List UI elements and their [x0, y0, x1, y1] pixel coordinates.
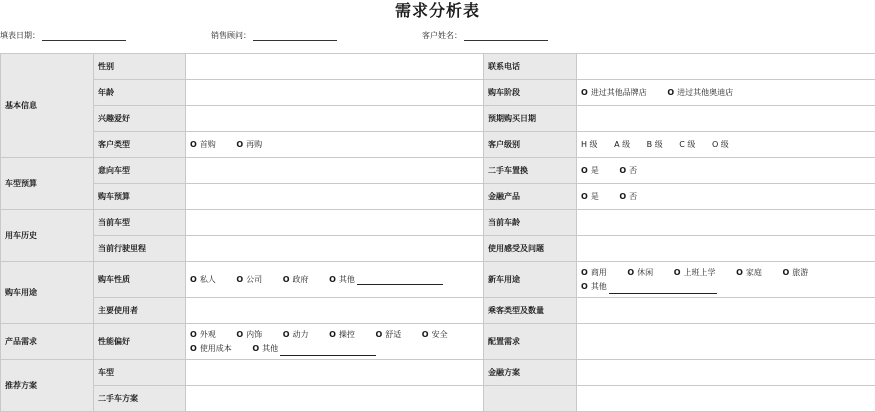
option-government[interactable]: [283, 274, 309, 285]
option-label: 政府: [293, 275, 309, 284]
checkbox-circle[interactable]: O: [581, 88, 588, 97]
customer-type-label: 客户类型: [94, 132, 186, 158]
option-label: 旅游: [792, 268, 808, 277]
sales-advisor-field[interactable]: [211, 31, 337, 41]
option-label: 外观: [200, 330, 216, 339]
option-private[interactable]: [190, 274, 216, 285]
section-model-budget: 车型预算: [1, 158, 94, 210]
finance-plan-input[interactable]: [577, 360, 875, 386]
option-level-c[interactable]: C 级: [679, 139, 695, 150]
option-level-b[interactable]: B 级: [647, 139, 663, 150]
passengers-label: 乘客类型及数量: [484, 298, 577, 324]
option-other-audi-store[interactable]: [667, 87, 733, 98]
option-label: 舒适: [385, 330, 401, 339]
option-handling[interactable]: [329, 328, 355, 342]
option-label: 私人: [200, 275, 216, 284]
option-other-brand-store[interactable]: [581, 87, 647, 98]
table-row: [1, 386, 875, 412]
option-trade-in-yes[interactable]: [581, 165, 599, 176]
purchase-budget-label: 购车预算: [94, 184, 186, 210]
checkbox-circle[interactable]: O: [422, 330, 429, 339]
option-level-h[interactable]: H 级: [581, 139, 598, 150]
checkbox-circle[interactable]: O: [283, 330, 290, 339]
checkbox-circle[interactable]: O: [283, 275, 290, 284]
table-row: [1, 106, 875, 132]
customer-type-options: [186, 132, 484, 158]
trade-in-options: [577, 158, 875, 184]
option-level-a[interactable]: A 级: [614, 139, 630, 150]
option-first-purchase[interactable]: [190, 139, 216, 150]
purchase-stage-options: [577, 80, 875, 106]
performance-row-1: [190, 328, 479, 342]
table-row: [1, 236, 875, 262]
option-label: 是: [591, 166, 599, 175]
checkbox-circle[interactable]: O: [190, 330, 197, 339]
customer-name-field[interactable]: [422, 31, 548, 41]
performance-pref-options: [186, 324, 484, 360]
table-row: [1, 132, 875, 158]
recommended-model-label: 车型: [94, 360, 186, 386]
other-fill-line[interactable]: [609, 285, 717, 294]
option-finance-yes[interactable]: [581, 191, 599, 202]
customer-name-label: 客户姓名：: [422, 31, 462, 40]
option-label: 否: [629, 166, 637, 175]
expected-date-input[interactable]: [577, 106, 875, 132]
option-label: 操控: [339, 330, 355, 339]
current-car-age-label: 当前车龄: [484, 210, 577, 236]
checkbox-circle[interactable]: O: [236, 330, 243, 339]
other-fill-line[interactable]: [357, 276, 443, 285]
current-mileage-label: 当前行驶里程: [94, 236, 186, 262]
option-level-o[interactable]: O 级: [712, 139, 729, 150]
gender-input[interactable]: [186, 54, 484, 80]
table-row: [1, 324, 875, 360]
option-trade-in-no[interactable]: [619, 165, 637, 176]
option-company[interactable]: [236, 274, 262, 285]
checkbox-circle[interactable]: O: [190, 275, 197, 284]
section-product-needs: 产品需求: [1, 324, 94, 360]
expected-date-label: 预期购买日期: [484, 106, 577, 132]
table-row: [1, 158, 875, 184]
checkbox-circle[interactable]: O: [190, 344, 197, 353]
option-label: 是: [591, 192, 599, 201]
performance-pref-label: 性能偏好: [94, 324, 186, 360]
recommended-model-input[interactable]: [186, 360, 484, 386]
option-label: 进过其他品牌店: [591, 88, 647, 97]
checkbox-circle[interactable]: O: [581, 268, 588, 277]
checkbox-circle[interactable]: O: [581, 192, 588, 201]
option-label: 家庭: [746, 268, 762, 277]
checkbox-circle[interactable]: O: [619, 166, 626, 175]
checkbox-circle[interactable]: O: [236, 275, 243, 284]
checkbox-circle[interactable]: O: [581, 166, 588, 175]
demand-analysis-table: [0, 53, 875, 412]
checkbox-circle[interactable]: O: [252, 344, 259, 353]
option-finance-no[interactable]: [619, 191, 637, 202]
fill-date-blank[interactable]: [42, 31, 126, 41]
fill-date-field[interactable]: [0, 31, 126, 41]
option-interior[interactable]: [236, 328, 262, 342]
customer-level-options: [577, 132, 875, 158]
purchase-nature-options: [186, 262, 484, 298]
option-label: 再购: [246, 140, 262, 149]
option-label: 安全: [432, 330, 448, 339]
option-running-cost[interactable]: [190, 342, 232, 356]
table-row: [1, 298, 875, 324]
customer-name-blank[interactable]: [464, 31, 548, 41]
other-fill-line[interactable]: [280, 347, 376, 356]
current-model-label: 当前车型: [94, 210, 186, 236]
option-label: 其他: [591, 282, 607, 291]
option-safety[interactable]: [422, 328, 448, 342]
config-needs-label: 配置需求: [484, 324, 577, 360]
page-title: 需求分析表: [0, 0, 875, 22]
option-label: 使用成本: [200, 344, 232, 353]
table-row: [1, 184, 875, 210]
table-row: [1, 80, 875, 106]
empty-value-cell[interactable]: [577, 386, 875, 412]
used-car-plan-label: 二手车方案: [94, 386, 186, 412]
option-label: 首购: [200, 140, 216, 149]
checkbox-circle[interactable]: O: [619, 192, 626, 201]
new-car-use-row-2: [581, 280, 871, 294]
option-label: 休闲: [637, 268, 653, 277]
passengers-input[interactable]: [577, 298, 875, 324]
finance-plan-label: 金融方案: [484, 360, 577, 386]
intended-model-label: 意向车型: [94, 158, 186, 184]
hobby-label: 兴趣爱好: [94, 106, 186, 132]
new-car-use-row-1: [581, 266, 871, 280]
option-label: 上班上学: [684, 268, 716, 277]
section-basic-info: 基本信息: [1, 54, 94, 158]
checkbox-circle[interactable]: O: [581, 282, 588, 291]
checkbox-circle[interactable]: O: [236, 140, 243, 149]
section-recommendation: 推荐方案: [1, 360, 94, 412]
age-label: 年龄: [94, 80, 186, 106]
finance-product-options: [577, 184, 875, 210]
option-family[interactable]: [736, 266, 762, 280]
sales-advisor-label: 销售顾问：: [211, 31, 251, 40]
checkbox-circle[interactable]: O: [627, 268, 634, 277]
section-usage-history: 用车历史: [1, 210, 94, 262]
table-row: [1, 54, 875, 80]
gender-label: 性别: [94, 54, 186, 80]
option-commute[interactable]: [674, 266, 716, 280]
checkbox-circle[interactable]: O: [674, 268, 681, 277]
age-input[interactable]: [186, 80, 484, 106]
usage-issues-label: 使用感受及问题: [484, 236, 577, 262]
empty-label-cell: [484, 386, 577, 412]
option-other[interactable]: [329, 274, 443, 285]
option-label: 其他: [339, 275, 355, 284]
checkbox-circle[interactable]: O: [190, 140, 197, 149]
performance-row-2: [190, 342, 479, 356]
phone-input[interactable]: [577, 54, 875, 80]
option-label: 否: [629, 192, 637, 201]
option-label: 商用: [591, 268, 607, 277]
hobby-input[interactable]: [186, 106, 484, 132]
current-model-input[interactable]: [186, 210, 484, 236]
finance-product-label: 金融产品: [484, 184, 577, 210]
option-label: 内饰: [246, 330, 262, 339]
option-label: 动力: [293, 330, 309, 339]
option-exterior[interactable]: [190, 328, 216, 342]
purchase-stage-label: 购车阶段: [484, 80, 577, 106]
main-user-input[interactable]: [186, 298, 484, 324]
sales-advisor-blank[interactable]: [253, 31, 337, 41]
checkbox-circle[interactable]: O: [329, 275, 336, 284]
new-car-use-options: [577, 262, 875, 298]
intended-model-input[interactable]: [186, 158, 484, 184]
config-needs-input[interactable]: [577, 324, 875, 360]
checkbox-circle[interactable]: O: [375, 330, 382, 339]
purchase-budget-input[interactable]: [186, 184, 484, 210]
option-perf-other[interactable]: [252, 342, 376, 356]
checkbox-circle[interactable]: O: [782, 268, 789, 277]
option-label: 公司: [246, 275, 262, 284]
phone-label: 联系电话: [484, 54, 577, 80]
option-use-other[interactable]: [581, 280, 717, 294]
usage-issues-input[interactable]: [577, 236, 875, 262]
table-row: [1, 210, 875, 236]
trade-in-label: 二手车置换: [484, 158, 577, 184]
option-comfort[interactable]: [375, 328, 401, 342]
purchase-nature-label: 购车性质: [94, 262, 186, 298]
customer-level-label: 客户级别: [484, 132, 577, 158]
checkbox-circle[interactable]: O: [667, 88, 674, 97]
new-car-use-label: 新车用途: [484, 262, 577, 298]
option-commercial[interactable]: [581, 266, 607, 280]
table-row: [1, 360, 875, 386]
main-user-label: 主要使用者: [94, 298, 186, 324]
option-power[interactable]: [283, 328, 309, 342]
used-car-plan-input[interactable]: [186, 386, 484, 412]
section-purchase-purpose: 购车用途: [1, 262, 94, 324]
option-repurchase[interactable]: [236, 139, 262, 150]
option-travel[interactable]: [782, 266, 808, 280]
table-row: [1, 262, 875, 298]
option-label: 其他: [262, 344, 278, 353]
option-label: 进过其他奥迪店: [677, 88, 733, 97]
fill-date-label: 填表日期：: [0, 31, 40, 40]
option-leisure[interactable]: [627, 266, 653, 280]
current-car-age-input[interactable]: [577, 210, 875, 236]
checkbox-circle[interactable]: O: [736, 268, 743, 277]
current-mileage-input[interactable]: [186, 236, 484, 262]
checkbox-circle[interactable]: O: [329, 330, 336, 339]
